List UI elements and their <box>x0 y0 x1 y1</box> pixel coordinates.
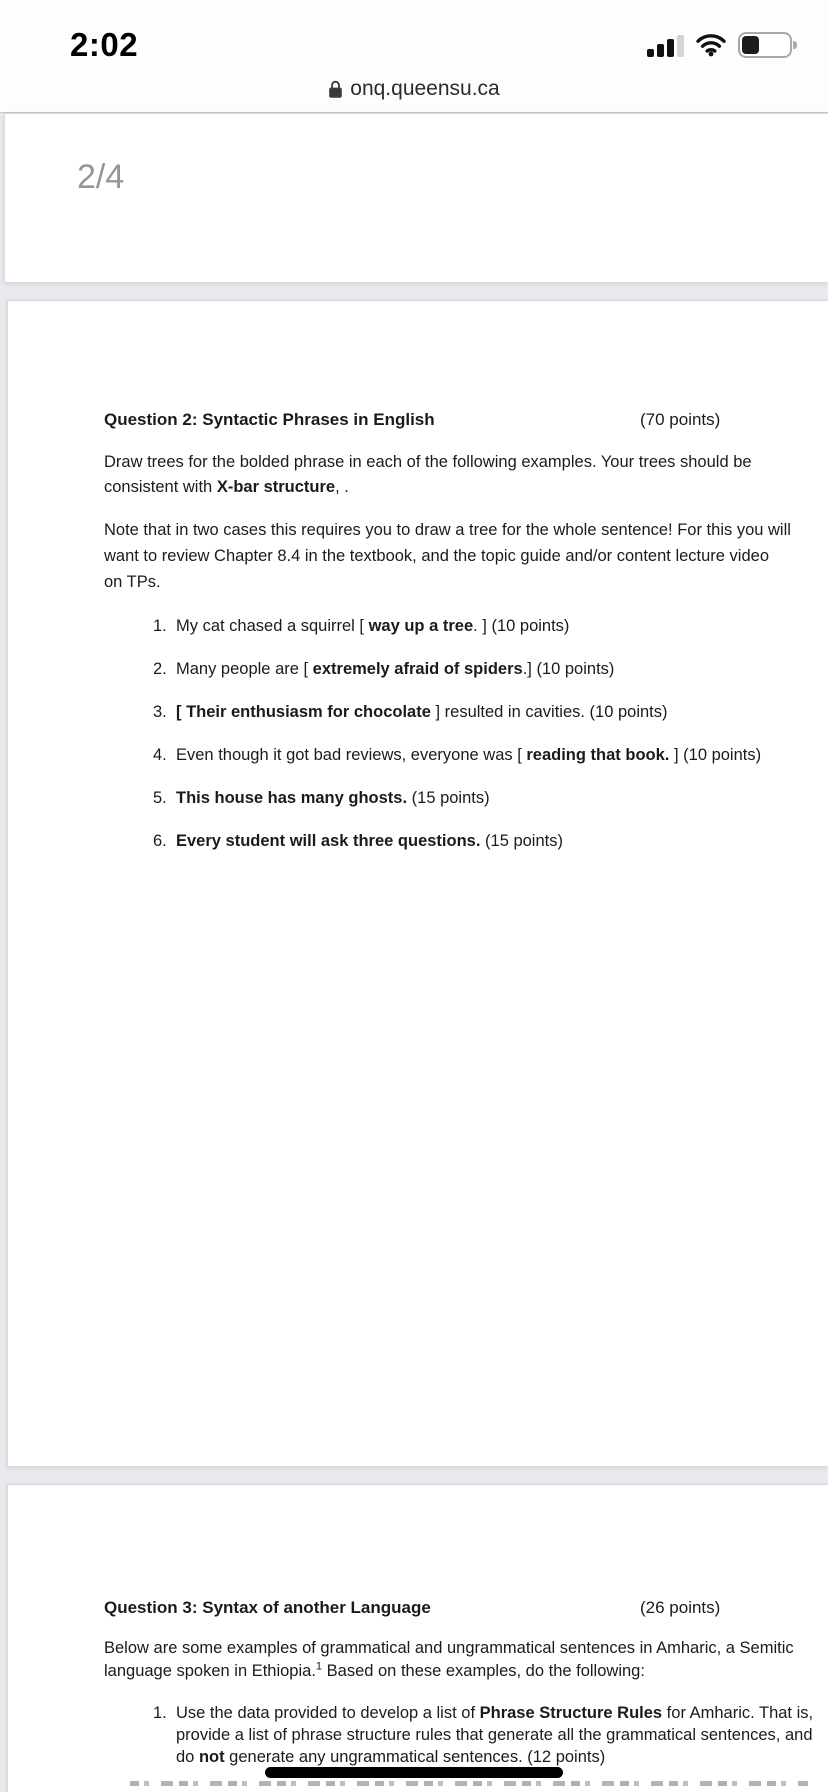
list-item-number: 1. <box>153 617 167 635</box>
clipped-text-line <box>130 1781 808 1786</box>
question-2-note-paragraph: Note that in two cases this requires you to draw a tree for the whole sentence! For this you will want to review Chapter 8.4 in the textbook, and the topic guide and/or content lecture video on TPs. <box>104 521 791 591</box>
lock-icon <box>328 80 343 99</box>
list-item-text: This house has many ghosts. (15 points) <box>176 789 490 807</box>
list-item <box>153 656 814 682</box>
question-2-title: Question 2: Syntactic Phrases in English <box>104 410 435 429</box>
page-indicator-card <box>4 113 828 283</box>
cellular-signal-icon <box>647 35 684 57</box>
question-2-intro-paragraph: Draw trees for the bolded phrase in each of the following examples. Your trees should be consistent with X-bar structure, . <box>104 453 752 496</box>
list-item-text: My cat chased a squirrel [ way up a tree. ] (10 points) <box>176 617 570 635</box>
list-item-number: 3. <box>153 703 167 721</box>
list-item <box>153 742 814 768</box>
list-item-text: Even though it got bad reviews, everyone was [ reading that book. ] (10 points) <box>176 746 762 764</box>
page-indicator: 2/4 <box>77 158 125 196</box>
list-item-text: [ Their enthusiasm for chocolate ] resulted in cavities. (10 points) <box>176 703 668 721</box>
list-item-text: Many people are [ extremely afraid of spiders.] (10 points) <box>176 660 615 678</box>
question-3-task-list <box>104 1702 814 1768</box>
url-domain: onq.queensu.ca <box>350 77 500 100</box>
status-time: 2:02 <box>70 26 139 63</box>
page-gap <box>0 283 828 300</box>
document-page <box>7 1484 828 1792</box>
page-gap <box>0 1467 828 1484</box>
document-page <box>7 300 828 1467</box>
browser-top-chrome <box>0 0 828 113</box>
question-3-points: (26 points) <box>640 1598 721 1617</box>
list-item-number: 2. <box>153 660 167 678</box>
list-item-number: 1. <box>153 1704 167 1722</box>
list-item-number: 5. <box>153 789 167 807</box>
list-item-text: Every student will ask three questions. (15 points) <box>176 832 563 850</box>
list-item-number: 4. <box>153 746 167 764</box>
question-3-intro-paragraph: Below are some examples of grammatical and ungrammatical sentences in Amharic, a Semitic language spoken in Ethiopia.$^1$ Based on these examples, do the following: <box>104 1639 794 1680</box>
list-item <box>153 613 814 639</box>
list-item <box>153 785 814 811</box>
home-indicator[interactable] <box>265 1767 563 1778</box>
status-icons <box>647 32 792 57</box>
battery-icon <box>738 32 792 58</box>
question-2-heading <box>104 407 814 433</box>
list-item <box>153 1702 814 1768</box>
wifi-icon <box>695 33 727 57</box>
list-item <box>153 828 814 854</box>
question-2-points: (70 points) <box>640 410 721 429</box>
list-item <box>153 699 814 725</box>
list-item-text: Use the data provided to develop a list of Phrase Structure Rules for Amharic. That is, provide a list of phrase structure rules that generate all the grammatical sentences, and do not generate any ungrammatical sentences. (12 points) <box>176 1704 814 1766</box>
document-page-content <box>8 301 828 854</box>
question-2-example-list <box>104 613 814 854</box>
pdf-viewer-scroll-area[interactable] <box>0 113 828 1792</box>
question-3-title: Question 3: Syntax of another Language <box>104 1598 431 1617</box>
status-bar <box>0 24 828 68</box>
url-bar[interactable] <box>0 72 828 106</box>
list-item-number: 6. <box>153 832 167 850</box>
question-3-heading <box>104 1595 814 1621</box>
document-page-content <box>8 1485 828 1768</box>
